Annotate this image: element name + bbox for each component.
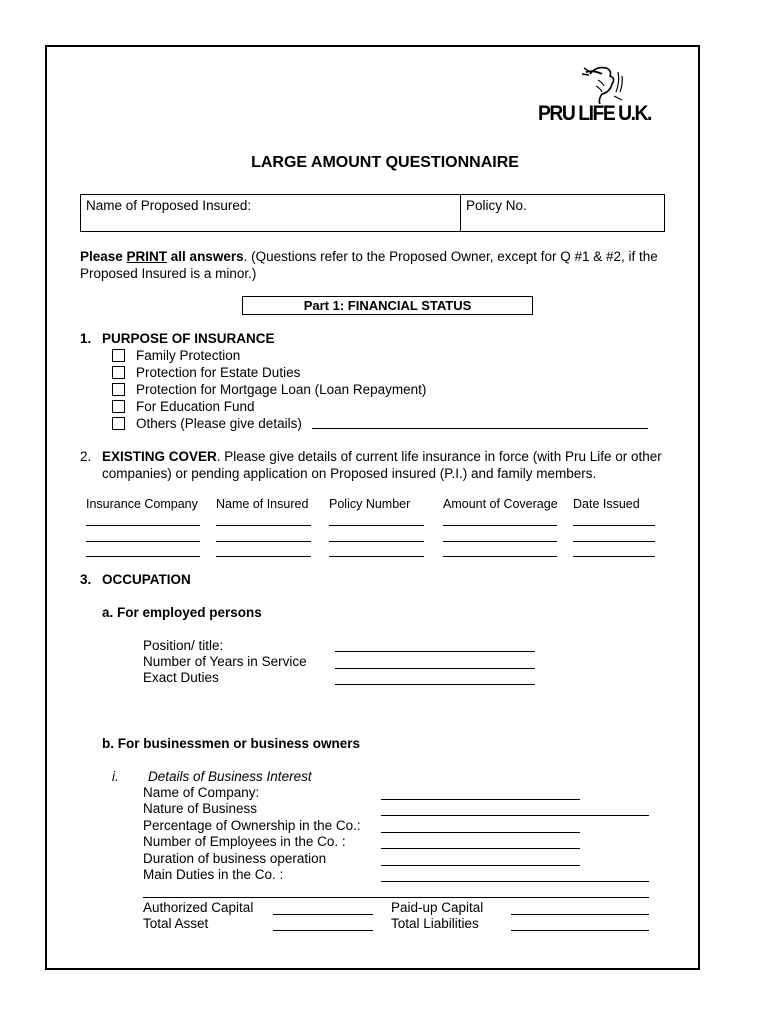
- logo-text: PRU LIFE U.K.: [538, 102, 651, 125]
- policy-no-field[interactable]: Policy No.: [466, 198, 527, 213]
- option-others[interactable]: [112, 415, 302, 432]
- col-policy-number: Policy Number: [329, 497, 411, 511]
- blank-line[interactable]: [573, 525, 655, 526]
- option-estate-duties[interactable]: [112, 364, 300, 381]
- col-name-of-insured: Name of Insured: [216, 497, 309, 511]
- field-paidup-capital: Paid-up Capital: [391, 900, 484, 915]
- blank-line[interactable]: [216, 541, 311, 542]
- option-label: Family Protection: [136, 348, 241, 363]
- field-number-of-employees: Number of Employees in the Co. :: [143, 834, 346, 849]
- sub-number: i.: [112, 769, 119, 784]
- box-divider: [460, 195, 461, 231]
- q1-heading: [80, 331, 275, 346]
- q3-title: OCCUPATION: [102, 572, 191, 587]
- name-of-company-line[interactable]: [381, 799, 580, 800]
- main-duties-line[interactable]: [381, 881, 649, 882]
- insured-info-box: [80, 194, 665, 232]
- field-nature-of-business: Nature of Business: [143, 801, 258, 816]
- q3b-heading: b. For businessmen or business owners: [102, 736, 361, 751]
- checkbox[interactable]: [112, 383, 125, 396]
- number-of-employees-line[interactable]: [381, 848, 580, 849]
- position-title-line[interactable]: [335, 651, 535, 652]
- col-date-issued: Date Issued: [573, 497, 640, 511]
- blank-line[interactable]: [329, 525, 424, 526]
- field-percentage-ownership: Percentage of Ownership in the Co.:: [143, 818, 361, 833]
- logo-head-icon: [576, 62, 636, 104]
- checkbox[interactable]: [112, 400, 125, 413]
- instr-rest: . (Questions refer to the Proposed Owner, except for Q #1 & #2, if the Proposed Insured is a minor.): [80, 249, 658, 281]
- blank-line[interactable]: [86, 541, 200, 542]
- nature-of-business-line[interactable]: [381, 815, 649, 816]
- blank-line[interactable]: [573, 556, 655, 557]
- blank-line[interactable]: [573, 541, 655, 542]
- q3a-heading: a. For employed persons: [102, 605, 262, 620]
- field-total-liabilities: Total Liabilities: [391, 916, 479, 931]
- field-total-asset: Total Asset: [143, 916, 209, 931]
- blank-line[interactable]: [329, 541, 424, 542]
- pru-life-logo: [538, 62, 678, 130]
- q1-number: 1.: [80, 331, 92, 346]
- page-title: LARGE AMOUNT QUESTIONNAIRE: [251, 154, 519, 171]
- q1-title: PURPOSE OF INSURANCE: [102, 331, 275, 346]
- field-years-in-service: Number of Years in Service: [143, 654, 307, 669]
- option-label: Protection for Estate Duties: [136, 365, 301, 380]
- years-in-service-line[interactable]: [335, 668, 535, 669]
- option-mortgage-loan[interactable]: [112, 381, 426, 398]
- authorized-capital-line[interactable]: [273, 914, 373, 915]
- part1-header: Part 1: FINANCIAL STATUS: [242, 296, 533, 315]
- option-label: Protection for Mortgage Loan (Loan Repayment): [136, 382, 427, 397]
- blank-line[interactable]: [443, 556, 557, 557]
- blank-line[interactable]: [216, 525, 311, 526]
- total-liabilities-line[interactable]: [511, 930, 649, 931]
- field-main-duties: Main Duties in the Co. :: [143, 867, 284, 882]
- sub-title: Details of Business Interest: [148, 769, 312, 784]
- blank-line[interactable]: [443, 525, 557, 526]
- main-duties-line-2[interactable]: [143, 897, 649, 898]
- total-asset-line[interactable]: [273, 930, 373, 931]
- instr-all: all answers: [167, 249, 244, 264]
- exact-duties-line[interactable]: [335, 684, 535, 685]
- option-family-protection[interactable]: [112, 347, 240, 364]
- checkbox[interactable]: [112, 349, 125, 362]
- field-duration-of-operation: Duration of business operation: [143, 851, 327, 866]
- name-of-insured-field[interactable]: Name of Proposed Insured:: [86, 198, 252, 213]
- checkbox[interactable]: [112, 417, 125, 430]
- blank-line[interactable]: [443, 541, 557, 542]
- field-exact-duties: Exact Duties: [143, 670, 219, 685]
- others-details-line[interactable]: [312, 428, 648, 429]
- field-position-title: Position/ title:: [143, 638, 224, 653]
- field-authorized-capital: Authorized Capital: [143, 900, 254, 915]
- business-interest-subheading: [112, 769, 312, 784]
- instr-print: PRINT: [126, 249, 168, 264]
- blank-line[interactable]: [86, 556, 200, 557]
- q3-heading: [80, 572, 191, 587]
- instr-lead: Please: [80, 249, 127, 264]
- q2-title: EXISTING COVER: [102, 449, 217, 464]
- option-label: For Education Fund: [136, 399, 255, 414]
- blank-line[interactable]: [329, 556, 424, 557]
- q3-number: 3.: [80, 572, 92, 587]
- percentage-ownership-line[interactable]: [381, 832, 580, 833]
- col-insurance-company: Insurance Company: [86, 497, 198, 511]
- option-label: Others (Please give details): [136, 416, 302, 431]
- blank-line[interactable]: [86, 525, 200, 526]
- q2-number: 2.: [80, 449, 92, 464]
- duration-of-operation-line[interactable]: [381, 865, 580, 866]
- paidup-capital-line[interactable]: [511, 914, 649, 915]
- blank-line[interactable]: [216, 556, 311, 557]
- field-name-of-company: Name of Company:: [143, 785, 260, 800]
- q2-text: . Please give details of current life insurance in force (with Pru Life or other companies) or pending application on Proposed insured (P.I.) and family members.: [102, 449, 662, 481]
- option-education-fund[interactable]: [112, 398, 255, 415]
- col-amount-of-coverage: Amount of Coverage: [443, 497, 558, 511]
- checkbox[interactable]: [112, 366, 125, 379]
- q2-block: [80, 448, 680, 482]
- instructions: [80, 248, 680, 282]
